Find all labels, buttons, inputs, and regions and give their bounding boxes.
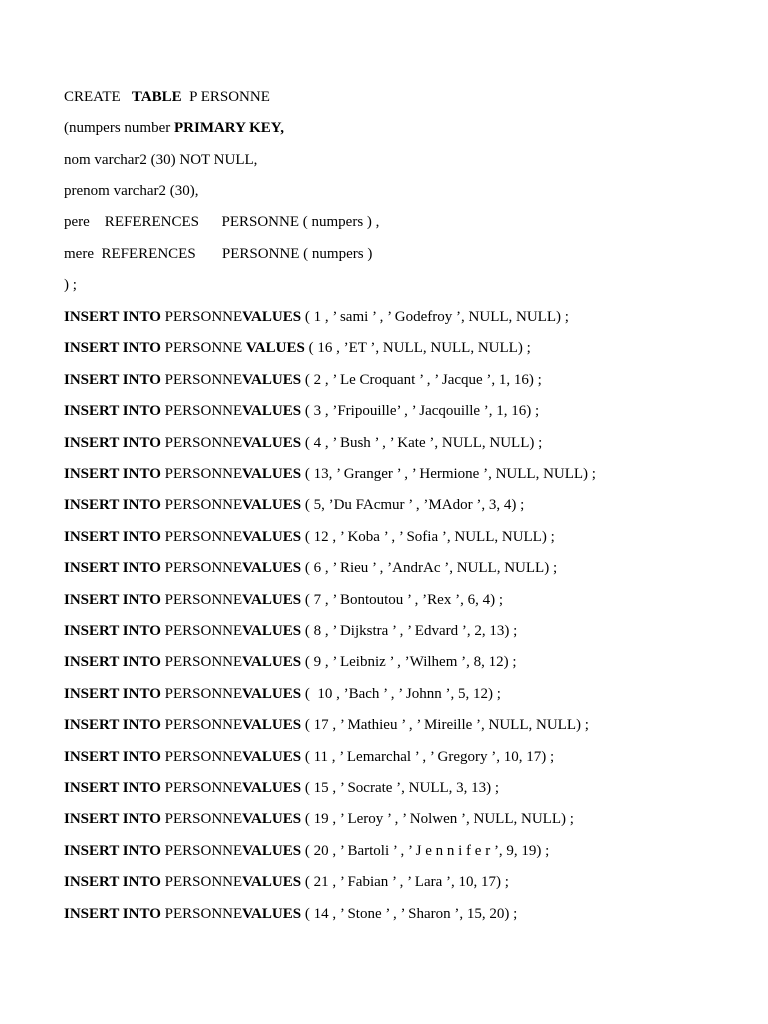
insert-statement-line <box>64 905 517 923</box>
insert-values-list: ( 13, ’ Granger ’ , ’ Hermione ’, NULL, NULL) ; <box>301 466 596 482</box>
insert-values-list: ( 20 , ’ Bartoli ’ , ’ J e n n i f e r ’, 9, 19) ; <box>301 843 550 859</box>
insert-table-name: PERSONNE <box>160 811 243 827</box>
insert-table-name: PERSONNE <box>160 749 243 765</box>
insert-table-name: PERSONNE <box>160 906 243 922</box>
values-keyword: VALUES <box>242 529 302 545</box>
insert-into-keyword: INSERT INTO <box>64 749 161 765</box>
insert-values-list: ( 17 , ’ Mathieu ’ , ’ Mireille ’, NULL, NULL) ; <box>301 717 589 733</box>
insert-values-list: ( 16 , ’ET ’, NULL, NULL, NULL) ; <box>304 340 531 356</box>
insert-statement-line <box>64 434 542 452</box>
insert-values-list: ( 14 , ’ Stone ’ , ’ Sharon ’, 15, 20) ; <box>301 906 518 922</box>
values-keyword: VALUES <box>242 592 302 608</box>
insert-values-list: ( 1 , ’ sami ’ , ’ Godefroy ’, NULL, NULL) ; <box>301 309 569 325</box>
values-keyword: VALUES <box>242 466 302 482</box>
insert-table-name: PERSONNE <box>160 309 243 325</box>
insert-table-name: PERSONNE <box>160 403 243 419</box>
insert-values-list: ( 21 , ’ Fabian ’ , ’ Lara ’, 10, 17) ; <box>301 874 509 890</box>
insert-table-name: PERSONNE <box>160 497 243 513</box>
insert-into-keyword: INSERT INTO <box>64 811 161 827</box>
values-keyword: VALUES <box>242 717 302 733</box>
insert-statement-line <box>64 339 531 357</box>
insert-table-name: PERSONNE <box>160 623 243 639</box>
values-keyword: VALUES <box>242 560 302 576</box>
values-keyword: VALUES <box>242 497 302 513</box>
insert-values-list: ( 11 , ’ Lemarchal ’ , ’ Gregory ’, 10, 17) ; <box>301 749 555 765</box>
values-keyword: VALUES <box>242 906 302 922</box>
values-keyword: VALUES <box>242 811 302 827</box>
insert-table-name: PERSONNE <box>160 435 243 451</box>
table-name: P ERSONNE <box>181 89 270 105</box>
insert-values-list: ( 19 , ’ Leroy ’ , ’ Nolwen ’, NULL, NULL) ; <box>301 811 574 827</box>
insert-values-list: ( 5, ’Du FAcmur ’ , ’MAdor ’, 3, 4) ; <box>301 497 525 513</box>
values-keyword: VALUES <box>242 654 302 670</box>
column-mere-line: mere REFERENCES PERSONNE ( numpers ) <box>64 246 373 262</box>
insert-statement-line <box>64 779 499 797</box>
insert-values-list: ( 8 , ’ Dijkstra ’ , ’ Edvard ’, 2, 13) ; <box>301 623 518 639</box>
insert-statement-line <box>64 873 509 891</box>
insert-statement-line <box>64 685 501 703</box>
values-keyword: VALUES <box>242 874 302 890</box>
insert-into-keyword: INSERT INTO <box>64 560 161 576</box>
insert-statement-line <box>64 371 542 389</box>
insert-statement-line <box>64 402 539 420</box>
insert-into-keyword: INSERT INTO <box>64 843 161 859</box>
values-keyword: VALUES <box>242 749 302 765</box>
column-nom-line: nom varchar2 (30) NOT NULL, <box>64 152 258 168</box>
values-keyword: VALUES <box>242 372 302 388</box>
insert-into-keyword: INSERT INTO <box>64 686 161 702</box>
insert-into-keyword: INSERT INTO <box>64 403 161 419</box>
values-keyword: VALUES <box>245 340 305 356</box>
insert-into-keyword: INSERT INTO <box>64 592 161 608</box>
insert-values-list: ( 9 , ’ Leibniz ’ , ’Wilhem ’, 8, 12) ; <box>301 654 517 670</box>
insert-statement-line <box>64 465 596 483</box>
values-keyword: VALUES <box>242 686 302 702</box>
insert-table-name: PERSONNE <box>160 780 243 796</box>
column-pere-line: pere REFERENCES PERSONNE ( numpers ) , <box>64 214 380 230</box>
create-keyword: CREATE <box>64 89 132 105</box>
values-keyword: VALUES <box>242 309 302 325</box>
values-keyword: VALUES <box>242 780 302 796</box>
create-table-close-line: ) ; <box>64 277 77 293</box>
insert-into-keyword: INSERT INTO <box>64 874 161 890</box>
insert-values-list: ( 6 , ’ Rieu ’ , ’AndrAc ’, NULL, NULL) ; <box>301 560 558 576</box>
insert-statement-line <box>64 496 524 514</box>
insert-table-name: PERSONNE <box>160 592 243 608</box>
insert-statement-line <box>64 622 517 640</box>
insert-values-list: ( 4 , ’ Bush ’ , ’ Kate ’, NULL, NULL) ; <box>301 435 543 451</box>
insert-into-keyword: INSERT INTO <box>64 340 161 356</box>
insert-into-keyword: INSERT INTO <box>64 466 161 482</box>
insert-table-name: PERSONNE <box>160 466 243 482</box>
insert-values-list: ( 12 , ’ Koba ’ , ’ Sofia ’, NULL, NULL) ; <box>301 529 555 545</box>
insert-into-keyword: INSERT INTO <box>64 780 161 796</box>
primary-key-keyword: PRIMARY KEY, <box>173 120 285 136</box>
insert-into-keyword: INSERT INTO <box>64 497 161 513</box>
insert-table-name: PERSONNE <box>160 717 243 733</box>
values-keyword: VALUES <box>242 843 302 859</box>
insert-into-keyword: INSERT INTO <box>64 717 161 733</box>
insert-values-list: ( 3 , ’Fripouille’ , ’ Jacqouille ’, 1, 16) ; <box>301 403 540 419</box>
insert-statement-line <box>64 308 569 326</box>
column-prenom-line: prenom varchar2 (30), <box>64 183 199 199</box>
insert-statement-line <box>64 528 555 546</box>
insert-statement-line <box>64 716 589 734</box>
insert-into-keyword: INSERT INTO <box>64 309 161 325</box>
insert-table-name: PERSONNE <box>160 843 243 859</box>
insert-table-name: PERSONNE <box>160 529 243 545</box>
insert-table-name: PERSONNE <box>160 340 246 356</box>
insert-table-name: PERSONNE <box>160 560 243 576</box>
insert-into-keyword: INSERT INTO <box>64 654 161 670</box>
insert-table-name: PERSONNE <box>160 372 243 388</box>
insert-statement-line <box>64 842 549 860</box>
insert-table-name: PERSONNE <box>160 874 243 890</box>
insert-values-list: ( 10 , ’Bach ’ , ’ Johnn ’, 5, 12) ; <box>301 686 501 702</box>
insert-into-keyword: INSERT INTO <box>64 529 161 545</box>
values-keyword: VALUES <box>242 623 302 639</box>
insert-statement-line <box>64 591 503 609</box>
insert-values-list: ( 15 , ’ Socrate ’, NULL, 3, 13) ; <box>301 780 500 796</box>
create-table-line <box>64 88 270 106</box>
column-numpers-definition: (numpers number <box>64 120 174 136</box>
insert-table-name: PERSONNE <box>160 654 243 670</box>
insert-into-keyword: INSERT INTO <box>64 435 161 451</box>
insert-into-keyword: INSERT INTO <box>64 906 161 922</box>
insert-values-list: ( 7 , ’ Bontoutou ’ , ’Rex ’, 6, 4) ; <box>301 592 503 608</box>
values-keyword: VALUES <box>242 403 302 419</box>
insert-into-keyword: INSERT INTO <box>64 623 161 639</box>
insert-values-list: ( 2 , ’ Le Croquant ’ , ’ Jacque ’, 1, 16) ; <box>301 372 542 388</box>
insert-table-name: PERSONNE <box>160 686 243 702</box>
column-numpers-line <box>64 119 284 137</box>
insert-into-keyword: INSERT INTO <box>64 372 161 388</box>
insert-statement-line <box>64 810 574 828</box>
table-keyword: TABLE <box>131 89 182 105</box>
insert-statement-line <box>64 559 557 577</box>
insert-statement-line <box>64 748 554 766</box>
insert-statement-line <box>64 653 517 671</box>
values-keyword: VALUES <box>242 435 302 451</box>
